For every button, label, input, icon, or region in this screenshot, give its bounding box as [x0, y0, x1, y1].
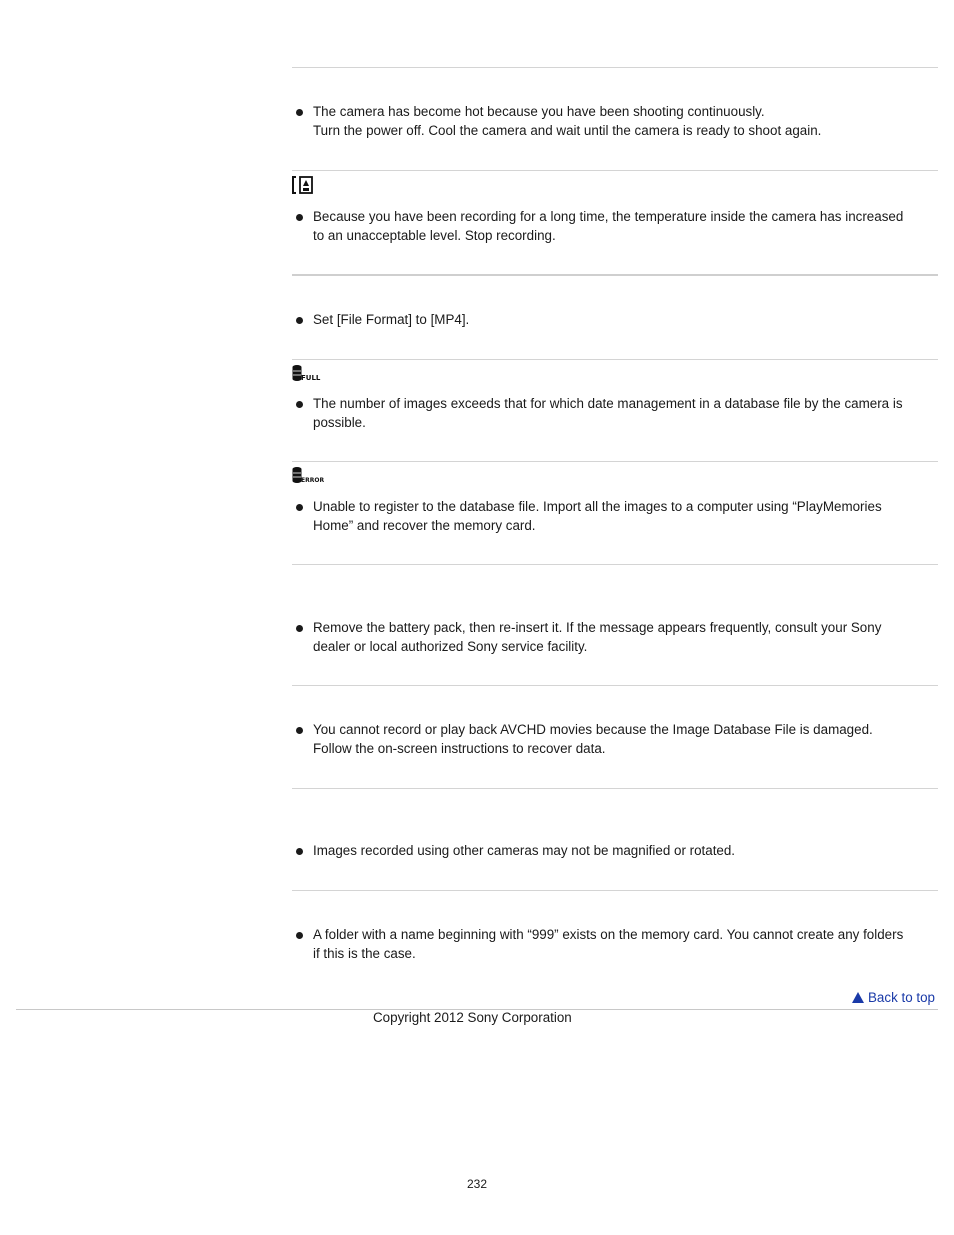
bullet-icon [296, 727, 303, 734]
divider [292, 170, 938, 171]
bullet-icon [296, 317, 303, 324]
list-item: Because you have been recording for a long time, the temperature inside the camera has increased to an unacceptable level. Stop recording. [293, 208, 933, 245]
divider [292, 274, 938, 276]
bullet-icon [296, 848, 303, 855]
svg-text:ERROR: ERROR [301, 477, 324, 484]
bullet-icon [296, 401, 303, 408]
bullet-icon [296, 109, 303, 116]
svg-text:FULL: FULL [301, 374, 321, 382]
page-number: 232 [466, 1177, 488, 1191]
list-item: Remove the battery pack, then re-insert it. If the message appears frequently, consult your Sony dealer or local authorized Sony service facility. [293, 619, 933, 656]
divider [292, 890, 938, 891]
up-arrow-icon [852, 992, 864, 1003]
copyright: Copyright 2012 Sony Corporation [373, 1010, 572, 1025]
bullet-icon [296, 504, 303, 511]
list-item: Unable to register to the database file. Import all the images to a computer using “PlayMemories Home” and recover the memory card. [293, 498, 933, 535]
database-full-icon [292, 364, 322, 387]
list-item: You cannot record or play back AVCHD movies because the Image Database File is damaged. Follow the on-screen instructions to recover data. [293, 721, 933, 758]
back-to-top-label: Back to top [868, 990, 935, 1005]
divider [292, 685, 938, 686]
list-item: The camera has become hot because you have been shooting continuously. Turn the power off. Cool the camera and wait until the camera is ready to shoot again. [293, 103, 933, 140]
list-item: Set [File Format] to [MP4]. [293, 311, 933, 330]
list-item: Images recorded using other cameras may not be magnified or rotated. [293, 842, 933, 861]
bullet-icon [296, 214, 303, 221]
divider [292, 461, 938, 462]
divider [292, 359, 938, 360]
overheat-icon [292, 176, 314, 199]
back-to-top-link[interactable] [852, 990, 935, 1005]
bullet-icon [296, 625, 303, 632]
list-item: A folder with a name beginning with “999” exists on the memory card. You cannot create any folders if this is the case. [293, 926, 933, 963]
divider [292, 67, 938, 68]
bullet-icon [296, 932, 303, 939]
divider [292, 564, 938, 565]
divider [292, 788, 938, 789]
list-item: The number of images exceeds that for which date management in a database file by the camera is possible. [293, 395, 933, 432]
database-error-icon [292, 466, 324, 489]
